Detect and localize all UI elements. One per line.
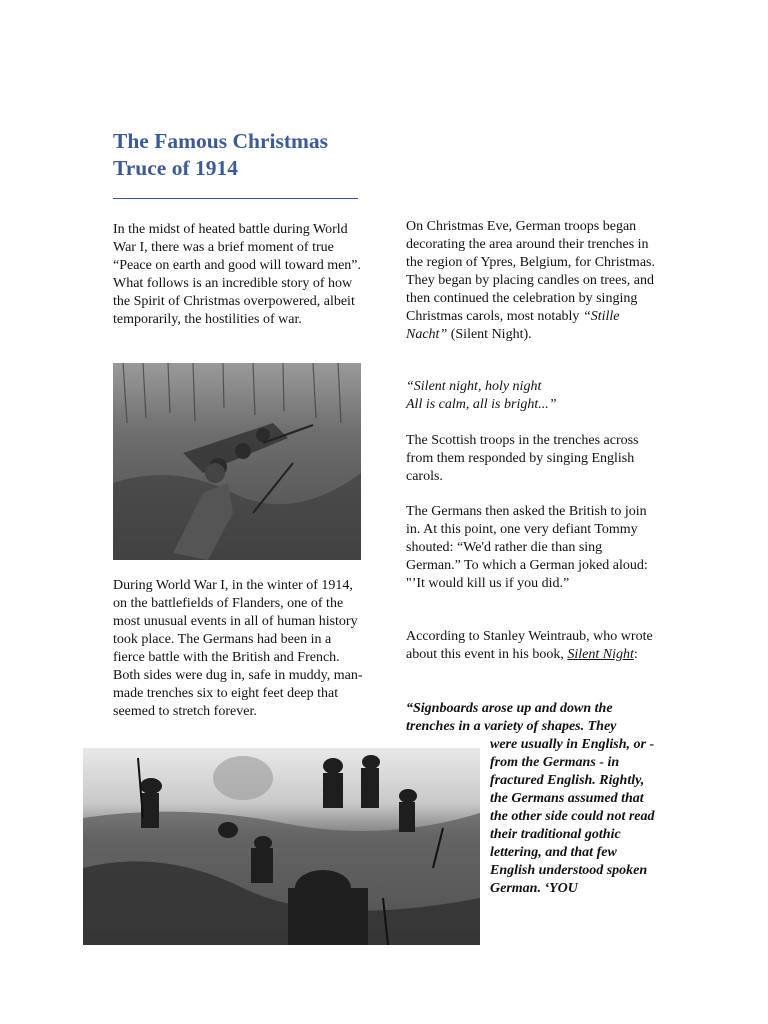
- flanders-paragraph: During World War I, in the winter of 1914, on the battlefields of Flanders, one of the most unusual events in all of human history took place. The Germans had been in a fierce battle with the British and French. Both sides were dug in, safe in muddy, man-made trenches six to eight feet deep that seemed to stretch forever.: [113, 578, 363, 719]
- article-title: [113, 128, 373, 182]
- scottish-troops-paragraph: The Scottish troops in the trenches across from them responded by singing English carols.: [406, 433, 639, 484]
- title-line-2: Truce of 1914: [113, 156, 238, 180]
- trench-soldiers-photo: [113, 363, 361, 560]
- weintraub-text: According to Stanley Weintraub, who wrote about this event in his book,: [406, 629, 653, 662]
- intro-paragraph: In the midst of heated battle during World War I, there was a brief moment of true “Peace on earth and good will toward men”. What follows is an incredible story of how the Spirit of Christmas overpowered, albeit temporarily, the hostilities of war.: [113, 222, 362, 327]
- book-title-silent-night: Silent Night: [567, 647, 634, 662]
- carol-line-1: “Silent night, holy night: [406, 379, 542, 394]
- stille-nacht-title: “Stille Nacht”: [406, 309, 620, 342]
- title-underline: [113, 198, 358, 199]
- weintraub-colon: :: [633, 647, 638, 662]
- signboards-quote-rest: were usually in English, or - from the Germans - in fractured English. Rightly, the Germans assumed that the other side could not read their traditional gothic lettering, and that few English understood spoken German. ‘YOU: [490, 737, 655, 896]
- christmas-eve-text-end: (Silent Night).: [447, 327, 532, 342]
- christmas-eve-paragraph: [406, 218, 658, 344]
- weintraub-paragraph: [406, 628, 664, 664]
- defiant-tommy-paragraph: The Germans then asked the British to join in. At this point, one very defiant Tommy shouted: “We'd rather die than sing German.” To which a German joked aloud: "’It would kill us if you did.”: [406, 504, 648, 591]
- carol-lyrics: [406, 378, 658, 414]
- signboards-quote-top: “Signboards arose up and down the trenches in a variety of shapes. They: [406, 701, 617, 734]
- title-line-1: The Famous Christmas: [113, 129, 329, 153]
- battlefield-advance-photo: [83, 748, 480, 945]
- carol-line-2: All is calm, all is bright...”: [406, 397, 557, 412]
- christmas-eve-text: On Christmas Eve, German troops began decorating the area around their trenches in the region of Ypres, Belgium, for Christmas. They began by placing candles on trees, and then continued the celebration by singing Christmas carols, most notably: [406, 219, 655, 324]
